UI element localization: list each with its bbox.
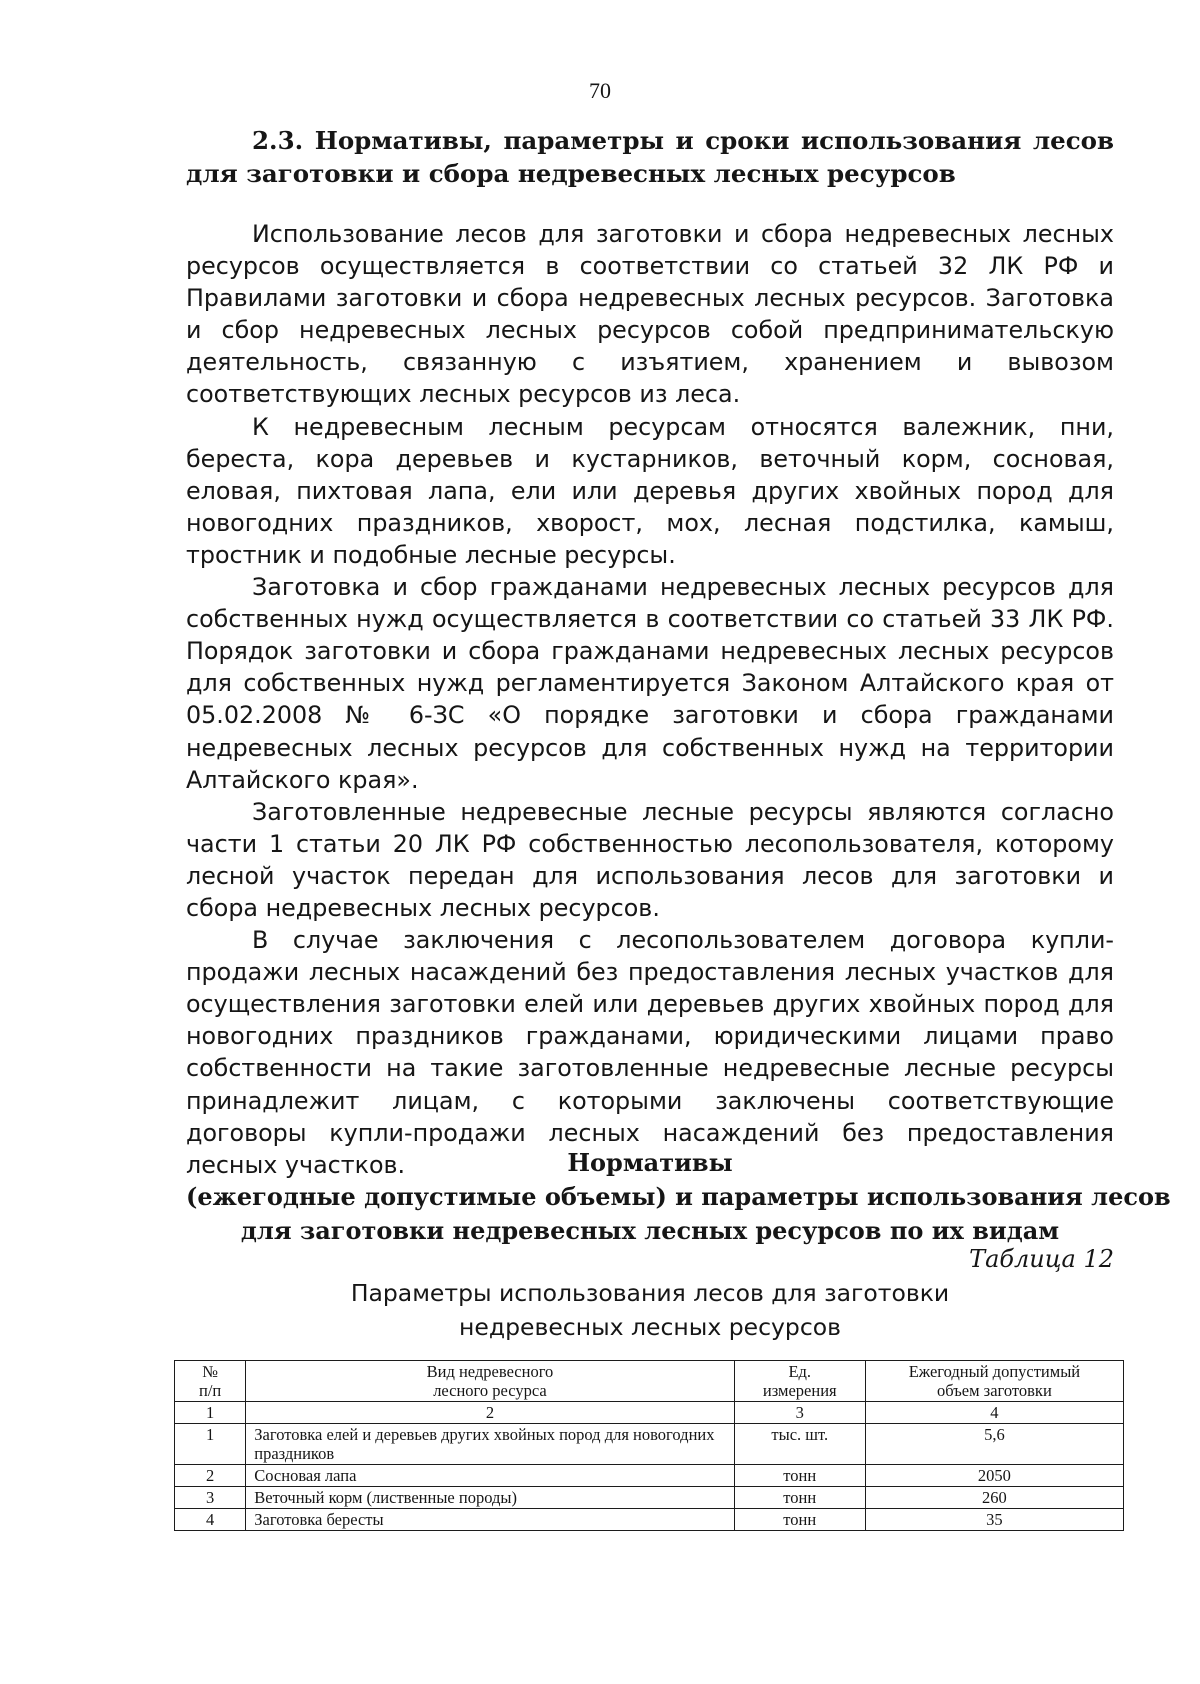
table-heading-line: Нормативы bbox=[567, 1148, 733, 1177]
table-row bbox=[175, 1487, 1124, 1509]
table-heading bbox=[186, 1146, 1171, 1248]
row-num: 1 bbox=[175, 1424, 246, 1465]
column-number: 4 bbox=[865, 1402, 1123, 1424]
header-unit-line2: измерения bbox=[762, 1381, 837, 1400]
row-volume: 260 bbox=[865, 1487, 1123, 1509]
header-volume bbox=[865, 1361, 1123, 1402]
table-row bbox=[175, 1509, 1124, 1531]
header-name-line2: лесного ресурса bbox=[433, 1381, 547, 1400]
column-number: 3 bbox=[734, 1402, 865, 1424]
row-num: 4 bbox=[175, 1509, 246, 1531]
section-title-text: Нормативы, параметры и сроки использования лесов для заготовки и сбора недревесных лесных ресурсов bbox=[186, 126, 1115, 188]
header-name bbox=[246, 1361, 734, 1402]
table-label: Таблица 12 bbox=[969, 1245, 1114, 1273]
column-number-row bbox=[175, 1402, 1124, 1424]
table-caption bbox=[186, 1276, 1114, 1344]
row-num: 3 bbox=[175, 1487, 246, 1509]
row-name: Заготовка елей и деревьев других хвойных пород для новогодних праздников bbox=[246, 1424, 734, 1465]
row-unit: тыс. шт. bbox=[734, 1424, 865, 1465]
section-number: 2.3. bbox=[252, 126, 304, 155]
header-unit bbox=[734, 1361, 865, 1402]
row-volume: 2050 bbox=[865, 1465, 1123, 1487]
row-unit: тонн bbox=[734, 1509, 865, 1531]
table-row bbox=[175, 1465, 1124, 1487]
section-title bbox=[186, 124, 1114, 190]
row-name: Сосновая лапа bbox=[246, 1465, 734, 1487]
table-caption-line: недревесных лесных ресурсов bbox=[459, 1313, 841, 1341]
paragraph: К недревесным лесным ресурсам относятся валежник, пни, береста, кора деревьев и кустарников, веточный корм, сосновая, еловая, пихтовая лапа, ели или деревья других хвойных пород для новогодних праздников, хворост, мох, лесная подстилка, камыш, тростник и подобные лесные ресурсы. bbox=[186, 412, 1114, 569]
column-number: 2 bbox=[246, 1402, 734, 1424]
header-num bbox=[175, 1361, 246, 1402]
header-volume-line1: Ежегодный допустимый bbox=[908, 1362, 1081, 1381]
header-volume-line2: объем заготовки bbox=[937, 1381, 1052, 1400]
header-name-line1: Вид недревесного bbox=[426, 1362, 554, 1381]
paragraph: Заготовка и сбор гражданами недревесных лесных ресурсов для собственных нужд осуществляется в соответствии со статьей 33 ЛК РФ. Порядок заготовки и сбора гражданами недревесных лесных ресурсов для собственных нужд регламентируется Законом Алтайского края от 05.02.2008 № 6-ЗС «О порядке заготовки и сбора гражданами недревесных лесных ресурсов для собственных нужд на территории Алтайского края». bbox=[186, 573, 1114, 794]
row-volume: 5,6 bbox=[865, 1424, 1123, 1465]
header-num-line1: № bbox=[202, 1362, 218, 1381]
resources-table bbox=[174, 1360, 1124, 1531]
body-text bbox=[186, 218, 1114, 1181]
table-heading-line: (ежегодные допустимые объемы) и параметры использования лесов bbox=[186, 1182, 1171, 1211]
table-heading-line: для заготовки недревесных лесных ресурсов по их видам bbox=[240, 1216, 1060, 1245]
column-number: 1 bbox=[175, 1402, 246, 1424]
paragraph: Заготовленные недревесные лесные ресурсы являются согласно части 1 статьи 20 ЛК РФ собственностью лесопользователя, которому лесной участок передан для использования лесов для заготовки и сбора недревесных лесных ресурсов. bbox=[186, 797, 1114, 922]
page-number: 70 bbox=[589, 78, 611, 103]
table-header-row bbox=[175, 1361, 1124, 1402]
paragraph: Использование лесов для заготовки и сбора недревесных лесных ресурсов осуществляется в соответствии со статьей 32 ЛК РФ и Правилами заготовки и сбора недревесных лесных ресурсов. Заготовка и сбор недревесных лесных ресурсов собой предпринимательскую деятельность, связанную с изъятием, хранением и вывозом соответствующих лесных ресурсов из леса. bbox=[186, 220, 1114, 409]
header-unit-line1: Ед. bbox=[788, 1362, 812, 1381]
header-num-line2: п/п bbox=[199, 1381, 222, 1400]
paragraph: В случае заключения с лесопользователем договора купли-продажи лесных насаждений без предоставления лесных участков для осуществления заготовки елей или деревьев других хвойных пород для новогодних праздников гражданами, юридическими лицами право собственности на такие заготовленные недревесные лесные ресурсы принадлежит лицам, с которыми заключены соответствующие договоры купли-продажи лесных насаждений без предоставления лесных участков. bbox=[186, 926, 1114, 1179]
row-name: Заготовка бересты bbox=[246, 1509, 734, 1531]
row-volume: 35 bbox=[865, 1509, 1123, 1531]
row-unit: тонн bbox=[734, 1465, 865, 1487]
row-unit: тонн bbox=[734, 1487, 865, 1509]
row-num: 2 bbox=[175, 1465, 246, 1487]
row-name: Веточный корм (лиственные породы) bbox=[246, 1487, 734, 1509]
table-row bbox=[175, 1424, 1124, 1465]
table-caption-line: Параметры использования лесов для заготовки bbox=[350, 1279, 950, 1307]
